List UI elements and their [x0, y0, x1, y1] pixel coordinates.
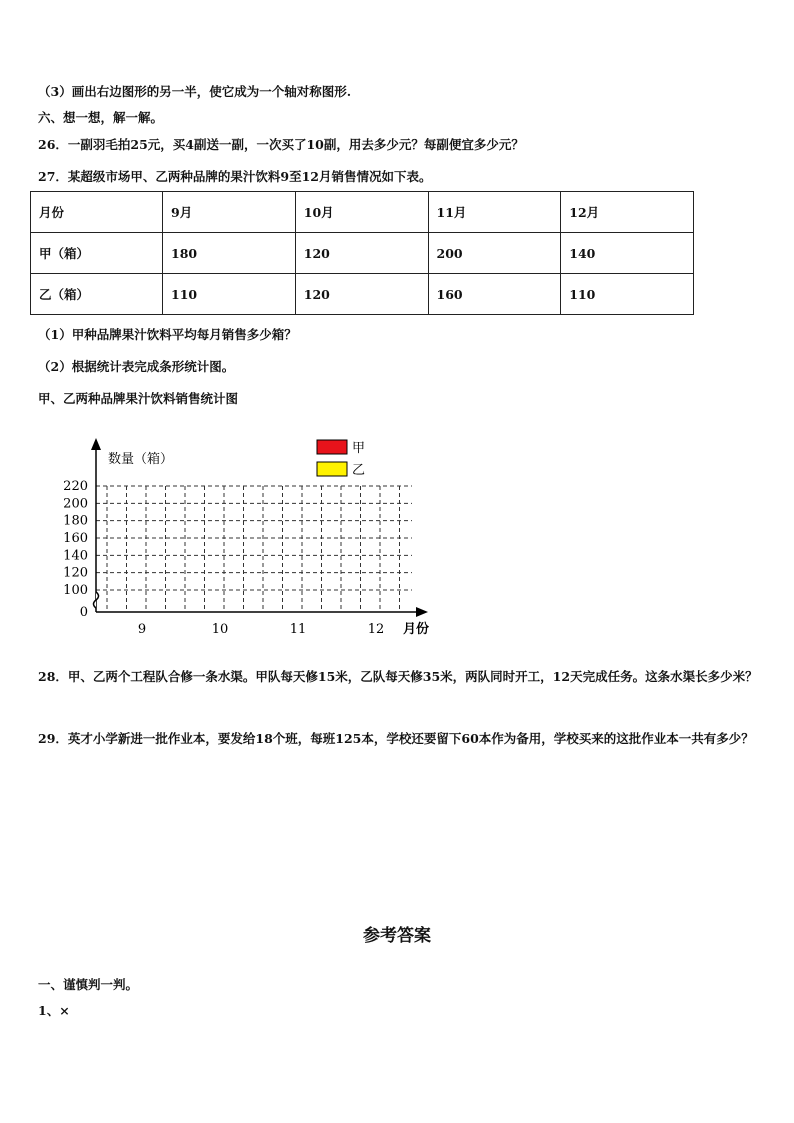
x-tick-label: 9 [137, 622, 147, 637]
table-cell: 180 [163, 233, 296, 274]
table-cell: 110 [561, 274, 694, 315]
y-tick-label: 120 [63, 565, 88, 581]
answer-1: 1、× [38, 1003, 70, 1018]
y-axis-label: 数量（箱） [108, 452, 174, 467]
table-cell: 甲（箱） [31, 233, 163, 274]
y-tick-label: 200 [63, 496, 88, 512]
y-axis-arrow [91, 438, 101, 450]
x-tick-label: 10 [211, 622, 229, 637]
table-cell: 120 [295, 233, 428, 274]
x-axis-arrow [416, 607, 428, 617]
y-tick-label: 140 [63, 548, 88, 564]
x-tick-label: 11 [289, 622, 307, 637]
table-cell: 10月 [295, 192, 428, 233]
x-tick-label: 12 [367, 622, 385, 637]
chart-grid-horizontal [96, 486, 412, 590]
table-cell: 140 [561, 233, 694, 274]
y-tick-label: 160 [63, 531, 88, 546]
y-tick-label: 100 [63, 583, 88, 598]
legend-label-jia: 甲 [352, 441, 366, 456]
y-tick-label: 0 [79, 605, 88, 620]
y-tick-label: 180 [63, 513, 88, 529]
table-cell: 12月 [561, 192, 694, 233]
y-tick-label: 220 [63, 479, 88, 494]
question-28: 28．甲、乙两个工程队合修一条水渠。甲队每天修15米，乙队每天修35米，两队同时开工，12天完成任务。这条水渠长多少米？ [38, 669, 758, 684]
question-25-part-3: （3）画出右边图形的另一半，使它成为一个轴对称图形. [38, 84, 352, 99]
table-cell: 120 [295, 274, 428, 315]
question-27-part-2: （2）根据统计表完成条形统计图。 [38, 359, 235, 374]
table-cell: 160 [428, 274, 561, 315]
table-row [31, 274, 694, 315]
table-row [31, 233, 694, 274]
answer-section-title: 参考答案 [363, 926, 431, 946]
table-cell: 200 [428, 233, 561, 274]
question-29: 29．英才小学新进一批作业本，要发给18个班，每班125本，学校还要留下60本作为备用，学校买来的这批作业本一共有多少？ [38, 731, 754, 746]
question-26: 26．一副羽毛拍25元，买4副送一副，一次买了10副，用去多少元？每副便宜多少元？ [38, 137, 524, 152]
axis-break-mark [94, 592, 99, 608]
sales-table [30, 191, 694, 315]
x-tick-labels [138, 622, 384, 637]
legend-swatch-yi [317, 462, 347, 476]
chart-grid-vertical [107, 486, 400, 612]
legend-label-yi: 乙 [352, 463, 366, 478]
table-cell: 乙（箱） [31, 274, 163, 315]
table-cell: 110 [163, 274, 296, 315]
chart-caption: 甲、乙两种品牌果汁饮料销售统计图 [38, 391, 239, 406]
table-header-row [31, 192, 694, 233]
x-axis-label: 月份 [403, 622, 430, 637]
table-cell: 月份 [31, 192, 163, 233]
table-cell: 11月 [428, 192, 561, 233]
y-tick-labels [63, 479, 88, 620]
section-1-heading: 一、谨慎判一判。 [38, 977, 139, 992]
question-27: 27．某超级市场甲、乙两种品牌的果汁饮料9至12月销售情况如下表。 [38, 169, 432, 184]
section-6-heading: 六、想一想，解一解。 [38, 110, 164, 125]
table-cell: 9月 [163, 192, 296, 233]
question-27-part-1: （1）甲种品牌果汁饮料平均每月销售多少箱？ [38, 327, 297, 342]
bar-chart [60, 432, 440, 642]
legend-swatch-jia [317, 440, 347, 454]
